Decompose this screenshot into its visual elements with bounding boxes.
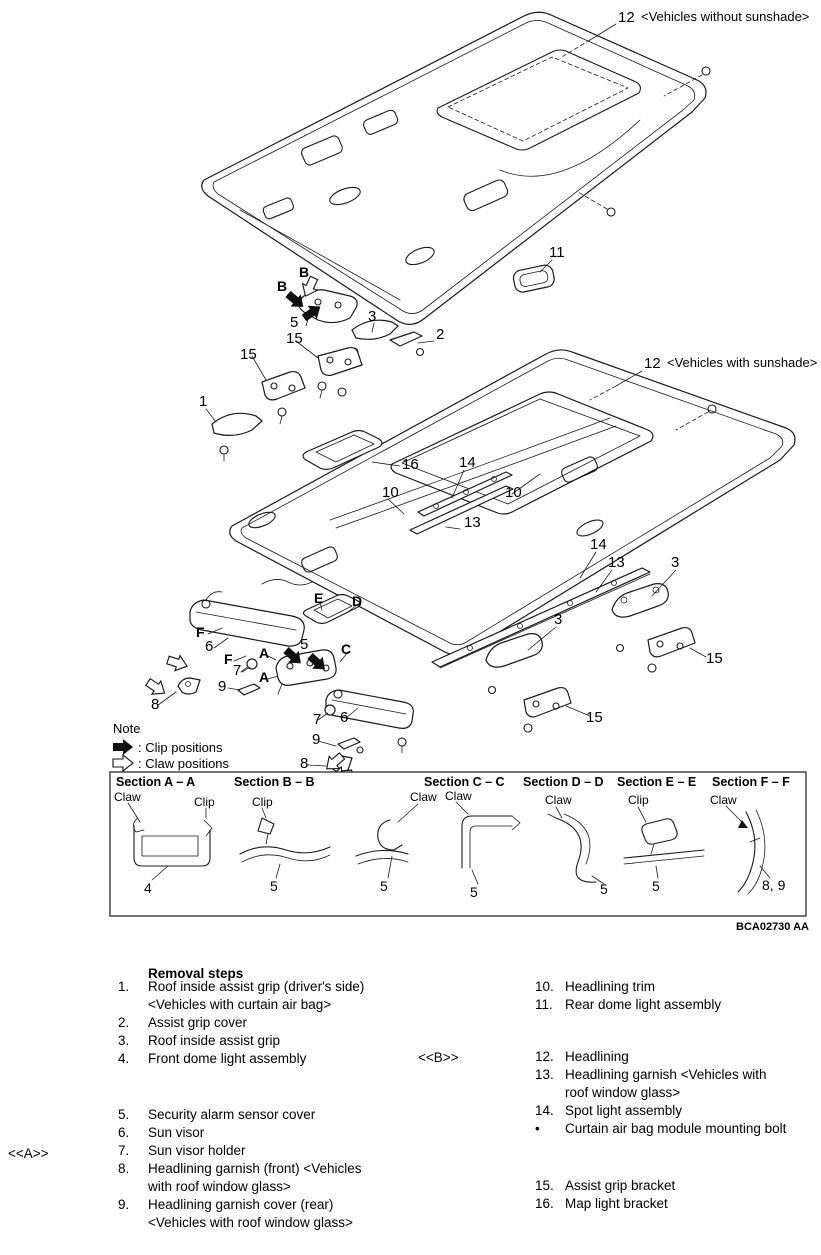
section-b-part-right: 5: [380, 878, 388, 894]
step-number: 9.: [118, 1197, 130, 1212]
step-text: <Vehicles with roof window glass>: [148, 1215, 353, 1230]
note-legend: [113, 721, 230, 771]
section-e-title: Section E – E: [617, 775, 697, 789]
removal-step-12: [535, 1048, 821, 1066]
claw-label: Claw: [710, 793, 737, 807]
claw-label: Claw: [410, 790, 437, 804]
callout-F-a: F: [196, 624, 205, 640]
callout-B-claw: B: [299, 264, 310, 280]
removal-step-4: [118, 1050, 458, 1068]
callout-A-b: A: [259, 669, 270, 685]
step-text: roof window glass>: [565, 1085, 681, 1100]
removal-step-bullet: [535, 1120, 821, 1138]
callout-15-c: 15: [706, 650, 723, 667]
step-number: 15.: [535, 1178, 554, 1193]
section-d-part: 5: [600, 881, 608, 897]
removal-step-6: [118, 1124, 458, 1142]
callout-15-b: 15: [286, 330, 303, 347]
callout-C: C: [341, 641, 352, 657]
removal-step-5: [118, 1106, 458, 1124]
callout-10-a: 10: [382, 484, 399, 501]
procedure-marker-a: <<A>>: [8, 1146, 49, 1161]
clip-legend-label: : Clip positions: [138, 740, 223, 755]
removal-step-16: [535, 1195, 821, 1213]
section-f-part: 8, 9: [762, 877, 786, 893]
figure-code: BCA02730 AA: [736, 921, 809, 933]
variant-label-with-sunshade: <Vehicles with sunshade>: [667, 355, 818, 370]
removal-steps-right-column: [535, 978, 821, 1213]
step-text: Headlining trim: [565, 979, 656, 994]
variant-label-without-sunshade: <Vehicles without sunshade>: [641, 9, 810, 24]
callout-5-mid: 5: [300, 636, 309, 653]
step-text: Sun visor holder: [148, 1143, 246, 1158]
step-text: Curtain air bag module mounting bolt: [565, 1121, 787, 1136]
note-title: Note: [113, 721, 141, 736]
removal-step-10: [535, 978, 821, 996]
removal-step-15: [535, 1177, 821, 1195]
callout-8-b: 8: [300, 755, 309, 772]
step-text: with roof window glass>: [148, 1179, 291, 1194]
step-text: Rear dome light assembly: [565, 997, 722, 1012]
step-number: 4.: [118, 1051, 130, 1066]
removal-step-13: [535, 1066, 821, 1102]
callout-F-b: F: [224, 651, 233, 667]
section-e-part: 5: [652, 878, 660, 894]
step-text: Roof inside assist grip (driver's side): [148, 979, 365, 994]
section-c-part: 5: [470, 884, 478, 900]
claw-arrow-icon: [166, 652, 190, 673]
callout-9-b: 9: [312, 731, 321, 748]
removal-steps-title: Removal steps: [148, 966, 244, 981]
callout-6-a: 6: [205, 638, 214, 655]
callout-6-b: 6: [340, 709, 349, 726]
section-b-part-left: 5: [270, 878, 278, 894]
removal-step-8: [118, 1160, 458, 1196]
callout-B-clip: B: [277, 278, 288, 294]
procedure-marker-b: <<B>>: [418, 1050, 459, 1065]
bullet-marker: •: [535, 1121, 540, 1136]
step-text: Map light bracket: [565, 1196, 668, 1211]
callout-12-mid: 12: [644, 355, 661, 372]
section-a-title: Section A – A: [116, 775, 196, 789]
removal-step-2: [118, 1014, 458, 1032]
callout-11: 11: [549, 244, 565, 261]
removal-step-9: [118, 1196, 458, 1232]
removal-step-1: [118, 978, 458, 1014]
step-text: Front dome light assembly: [148, 1051, 307, 1066]
step-text: Headlining garnish cover (rear): [148, 1197, 334, 1212]
callout-14-a: 14: [459, 454, 476, 471]
step-number: 16.: [535, 1196, 554, 1211]
step-text: Headlining: [565, 1049, 629, 1064]
step-number: 5.: [118, 1107, 130, 1122]
callout-E: E: [314, 590, 324, 606]
step-text: Sun visor: [148, 1125, 205, 1140]
section-a-part: 4: [144, 880, 152, 896]
clip-label: Clip: [252, 795, 273, 809]
callout-A-a: A: [259, 645, 270, 661]
step-text: Security alarm sensor cover: [148, 1107, 316, 1122]
callout-1: 1: [199, 393, 208, 410]
callout-15-a: 15: [240, 346, 257, 363]
callout-13-a: 13: [464, 514, 481, 531]
claw-label: Claw: [545, 793, 572, 807]
step-number: 7.: [118, 1143, 130, 1158]
section-b-title: Section B – B: [234, 775, 315, 789]
callout-5-top: 5: [290, 314, 299, 331]
claw-legend-label: : Claw positions: [138, 756, 230, 771]
step-text: Assist grip cover: [148, 1015, 248, 1030]
callout-3-b: 3: [554, 611, 563, 628]
step-number: 6.: [118, 1125, 130, 1140]
step-number: 11.: [535, 997, 553, 1012]
clip-label: Clip: [628, 793, 649, 807]
section-f-title: Section F – F: [712, 775, 790, 789]
clip-arrow-icon: [113, 739, 133, 755]
step-number: 14.: [535, 1103, 554, 1118]
step-number: 2.: [118, 1015, 130, 1030]
rear-dome-light-drawing: [512, 260, 556, 294]
step-number: 12.: [535, 1049, 554, 1064]
removal-steps-left-column: [118, 978, 458, 1232]
removal-step-3: [118, 1032, 458, 1050]
callout-3-top: 3: [368, 308, 377, 325]
callout-12-top: 12: [618, 9, 635, 26]
section-views: [110, 772, 809, 933]
step-text: Spot light assembly: [565, 1103, 683, 1118]
callout-15-d: 15: [586, 709, 603, 726]
step-text: Headlining garnish (front) <Vehicles: [148, 1161, 362, 1176]
callout-13-b: 13: [608, 554, 625, 571]
claw-label: Claw: [445, 789, 472, 803]
callout-D: D: [352, 593, 363, 609]
callout-7-a: 7: [233, 662, 242, 679]
removal-step-11: [535, 996, 821, 1014]
step-text: Assist grip bracket: [565, 1178, 676, 1193]
step-number: 13.: [535, 1067, 554, 1082]
callout-9-a: 9: [218, 678, 227, 695]
removal-step-14: [535, 1102, 821, 1120]
callout-7-b: 7: [313, 711, 322, 728]
clip-label: Clip: [194, 795, 215, 809]
section-c-title: Section C – C: [424, 775, 505, 789]
step-number: 8.: [118, 1161, 130, 1176]
callout-10-b: 10: [505, 484, 522, 501]
callout-16: 16: [402, 456, 419, 473]
step-number: 1.: [118, 979, 130, 994]
removal-step-7: [118, 1142, 458, 1160]
claw-label: Claw: [114, 790, 141, 804]
step-number: 3.: [118, 1033, 130, 1048]
callout-3-a: 3: [671, 554, 680, 571]
step-text: <Vehicles with curtain air bag>: [148, 997, 332, 1012]
callout-2: 2: [436, 326, 445, 343]
step-text: Headlining garnish <Vehicles with: [565, 1067, 767, 1082]
callout-14-b: 14: [590, 536, 607, 553]
section-d-title: Section D – D: [523, 775, 604, 789]
callout-8-a: 8: [151, 696, 160, 713]
claw-arrow-icon: [113, 755, 133, 771]
step-number: 10.: [535, 979, 554, 994]
step-text: Roof inside assist grip: [148, 1033, 281, 1048]
